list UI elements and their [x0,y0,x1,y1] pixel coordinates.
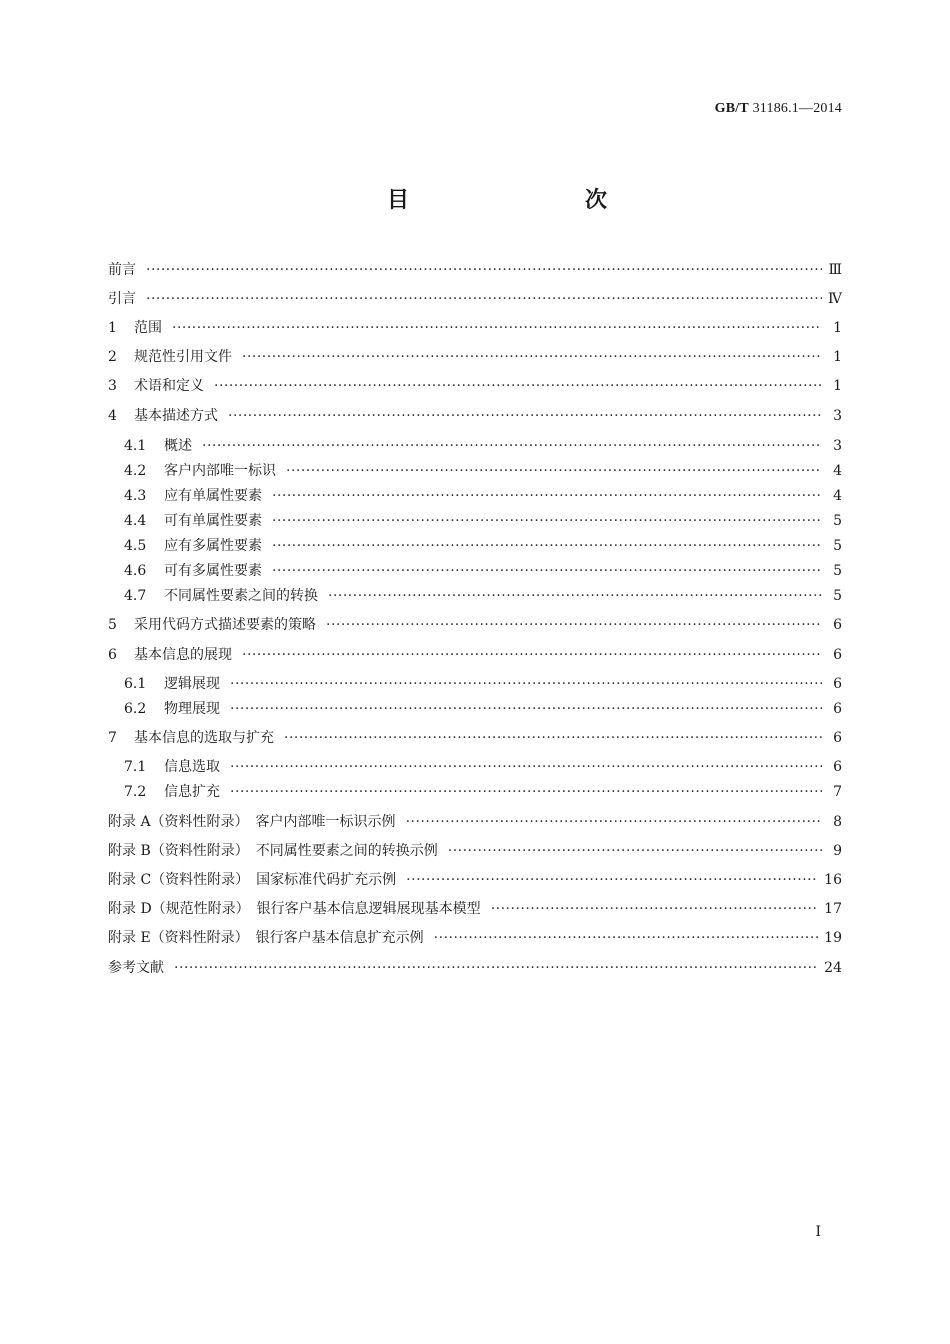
dot-leader [228,405,822,427]
dot-leader [230,781,822,803]
toc-entry-7-1[interactable] [124,756,842,778]
toc-entry-page: 3 [833,438,842,454]
toc-entry-4-3[interactable] [124,485,842,507]
dot-leader [272,560,822,582]
dot-leader [230,756,822,778]
dot-leader [326,614,822,636]
dot-leader [242,644,822,666]
toc-entry-label: 基本信息的展现 [134,647,232,663]
toc-entry-bibliography[interactable] [108,957,842,979]
toc-entry-3[interactable] [108,375,842,397]
toc-entry-page: 6 [833,676,842,692]
toc-entry-4-2[interactable] [124,460,842,482]
toc-entry-page: 6 [833,617,842,633]
dot-leader [272,485,822,507]
toc-entry-number: 4.3 [124,488,147,504]
toc-entry-page: 1 [833,378,842,394]
toc-entry-foreword[interactable] [108,259,842,281]
toc-entry-number: 7 [108,730,117,746]
toc-entry-number: 4 [108,408,117,424]
toc-entry-number: 4.5 [124,538,147,554]
toc-entry-7-2[interactable] [124,781,842,803]
toc-entry-page: 6 [833,730,842,746]
dot-leader [242,346,822,368]
toc-entry-page: 3 [833,408,842,424]
toc-entry-label: 信息扩充 [164,784,220,800]
toc-entry-2[interactable] [108,346,842,368]
toc-entry-appendix-b[interactable] [108,840,842,862]
toc-entry-page: Ⅲ [828,262,842,278]
toc-entry-label: 不同属性要素之间的转换 [164,588,318,604]
toc-entry-label: 概述 [164,438,192,454]
toc-entry-page: 5 [833,563,842,579]
dot-leader [328,585,822,607]
toc-entry-1[interactable] [108,317,842,339]
dot-leader [448,840,822,862]
toc-entry-appendix-e[interactable] [108,927,842,949]
toc-entry-4-7[interactable] [124,585,842,607]
dot-leader [272,510,822,532]
toc-entry-number: 4.2 [124,463,147,479]
dot-leader [284,727,822,749]
toc-entry-label: 信息选取 [164,759,220,775]
toc-entry-7[interactable] [108,727,842,749]
toc-entry-page: 4 [833,463,842,479]
dot-leader [406,811,822,833]
toc-entry-label: 应有单属性要素 [164,488,262,504]
toc-entry-number: 5 [108,617,117,633]
toc-entry-4-4[interactable] [124,510,842,532]
dot-leader [146,259,822,281]
toc-entry-appendix-d[interactable] [108,898,842,920]
toc-entry-number: 4.6 [124,563,147,579]
toc-entry-label: 前言 [108,262,136,278]
toc-entry-page: 8 [833,814,842,830]
toc-entry-number: 7.2 [124,784,147,800]
toc-entry-page: 5 [833,513,842,529]
dot-leader [272,535,822,557]
toc-entry-label: 规范性引用文件 [134,349,232,365]
toc-entry-label: 附录 A（资料性附录） 客户内部唯一标识示例 [108,814,396,830]
toc-entry-page: 6 [833,647,842,663]
toc-entry-label: 基本描述方式 [134,408,218,424]
toc-entry-page: 7 [833,784,842,800]
toc-entry-number: 4.1 [124,438,147,454]
dot-leader [230,698,822,720]
toc-entry-page: 4 [833,488,842,504]
toc-entry-number: 4.4 [124,513,147,529]
toc-entry-4-1[interactable] [124,435,842,457]
toc-entry-page: 24 [824,960,842,976]
toc-entry-5[interactable] [108,614,842,636]
standard-code [715,101,842,117]
dot-leader [230,673,822,695]
standard-number: 31186.1—2014 [752,101,842,116]
toc-entry-page: 5 [833,538,842,554]
toc-entry-page: 5 [833,588,842,604]
toc-entry-number: 4.7 [124,588,147,604]
toc-title: 目 次 [386,188,651,213]
toc-entry-label: 可有单属性要素 [164,513,262,529]
toc-entry-page: 16 [824,872,842,888]
toc-entry-page: 1 [833,349,842,365]
toc-entry-label: 基本信息的选取与扩充 [134,730,274,746]
dot-leader [286,460,822,482]
toc-entry-6[interactable] [108,644,842,666]
toc-entry-label: 客户内部唯一标识 [164,463,276,479]
toc-entry-label: 逻辑展现 [164,676,220,692]
toc-entry-6-2[interactable] [124,698,842,720]
toc-entry-number: 6 [108,647,117,663]
dot-leader [214,375,822,397]
toc-entry-page: 6 [833,759,842,775]
toc-entry-number: 3 [108,378,117,394]
toc-entry-label: 采用代码方式描述要素的策略 [134,617,316,633]
toc-entry-page: 6 [833,701,842,717]
toc-entry-page: 19 [824,930,842,946]
toc-entry-number: 6.1 [124,676,147,692]
toc-entry-page: Ⅳ [828,291,842,307]
dot-leader [406,869,818,891]
toc-entry-label: 参考文献 [108,960,164,976]
toc-entry-appendix-c[interactable] [108,869,842,891]
toc-entry-page: 17 [824,901,842,917]
toc-entry-label: 物理展现 [164,701,220,717]
toc-entry-6-1[interactable] [124,673,842,695]
toc-entry-4-5[interactable] [124,535,842,557]
toc-entry-4-6[interactable] [124,560,842,582]
toc-entry-label: 附录 C（资料性附录） 国家标准代码扩充示例 [108,872,397,888]
dot-leader [491,898,818,920]
standard-prefix: GB/T [714,101,749,116]
toc-entry-introduction[interactable] [108,288,842,310]
toc-entry-number: 1 [108,320,117,336]
toc-entry-label: 范围 [134,320,162,336]
toc-entry-label: 附录 B（资料性附录） 不同属性要素之间的转换示例 [108,843,438,859]
toc-entry-label: 附录 D（规范性附录） 银行客户基本信息逻辑展现基本模型 [108,901,481,917]
toc-entry-number: 6.2 [124,701,147,717]
toc-entry-number: 2 [108,349,117,365]
toc-entry-page: 1 [833,320,842,336]
dot-leader [172,317,822,339]
toc-entry-label: 应有多属性要素 [164,538,262,554]
toc-entry-label: 引言 [108,291,136,307]
page-number: Ⅰ [815,1224,821,1240]
toc-entry-label: 附录 E（资料性附录） 银行客户基本信息扩充示例 [108,930,424,946]
dot-leader [434,927,819,949]
toc-entry-label: 术语和定义 [134,378,204,394]
toc-entry-number: 7.1 [124,759,147,775]
toc-entry-page: 9 [833,843,842,859]
dot-leader [146,288,822,310]
toc-entry-appendix-a[interactable] [108,811,842,833]
toc-entry-4[interactable] [108,405,842,427]
dot-leader [174,957,818,979]
dot-leader [202,435,822,457]
toc-entry-label: 可有多属性要素 [164,563,262,579]
